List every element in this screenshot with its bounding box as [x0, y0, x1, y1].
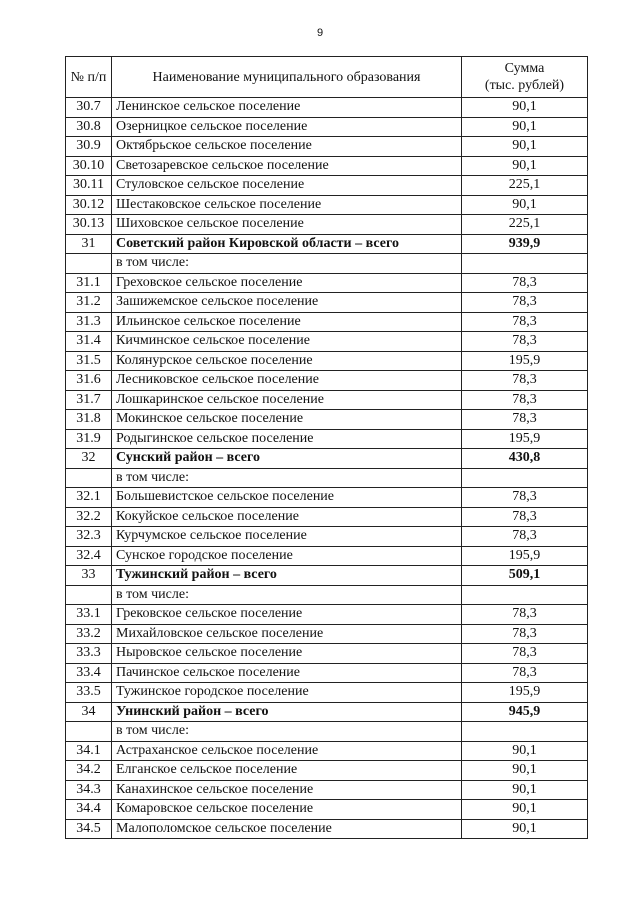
row-sum: 78,3	[462, 410, 588, 430]
row-name: Лесниковское сельское поселение	[112, 371, 462, 391]
row-number: 31.8	[66, 410, 112, 430]
row-sum	[462, 254, 588, 274]
table-row	[66, 527, 588, 547]
header-sum	[462, 57, 588, 98]
allocation-table	[65, 56, 588, 839]
table-row	[66, 137, 588, 157]
row-sum	[462, 468, 588, 488]
table-row	[66, 585, 588, 605]
row-name: Грековское сельское поселение	[112, 605, 462, 625]
row-name: Светозаревское сельское поселение	[112, 156, 462, 176]
table-row	[66, 683, 588, 703]
table-body	[66, 98, 588, 839]
row-sum: 78,3	[462, 507, 588, 527]
table-row	[66, 644, 588, 664]
row-name: Астраханское сельское поселение	[112, 741, 462, 761]
table-row	[66, 371, 588, 391]
table-row	[66, 98, 588, 118]
row-sum: 90,1	[462, 195, 588, 215]
row-sum: 225,1	[462, 215, 588, 235]
header-name: Наименование муниципального образования	[112, 57, 462, 98]
row-number: 30.13	[66, 215, 112, 235]
row-name: Тужинское городское поселение	[112, 683, 462, 703]
row-number: 33	[66, 566, 112, 586]
table-row	[66, 254, 588, 274]
row-sum: 78,3	[462, 390, 588, 410]
row-number: 31.3	[66, 312, 112, 332]
row-name: в том числе:	[112, 722, 462, 742]
row-name: Шестаковское сельское поселение	[112, 195, 462, 215]
row-sum: 90,1	[462, 117, 588, 137]
row-name: Большевистское сельское поселение	[112, 488, 462, 508]
row-number: 34.1	[66, 741, 112, 761]
row-name: Кичминское сельское поселение	[112, 332, 462, 352]
row-number: 31.7	[66, 390, 112, 410]
table-row	[66, 800, 588, 820]
row-number: 33.1	[66, 605, 112, 625]
table-row	[66, 312, 588, 332]
row-number: 34.5	[66, 819, 112, 839]
row-number: 31.2	[66, 293, 112, 313]
table-row	[66, 741, 588, 761]
table-row	[66, 332, 588, 352]
district-total-row	[66, 234, 588, 254]
table-row	[66, 410, 588, 430]
row-name: Канахинское сельское поселение	[112, 780, 462, 800]
row-sum: 78,3	[462, 371, 588, 391]
row-sum: 945,9	[462, 702, 588, 722]
row-number	[66, 722, 112, 742]
row-name: Ныровское сельское поселение	[112, 644, 462, 664]
table-row	[66, 117, 588, 137]
row-sum: 78,3	[462, 312, 588, 332]
row-sum: 90,1	[462, 741, 588, 761]
row-number: 31	[66, 234, 112, 254]
row-number: 33.4	[66, 663, 112, 683]
table-row	[66, 624, 588, 644]
row-sum: 195,9	[462, 683, 588, 703]
row-sum: 78,3	[462, 273, 588, 293]
row-sum: 90,1	[462, 137, 588, 157]
row-sum: 195,9	[462, 546, 588, 566]
row-name: Елганское сельское поселение	[112, 761, 462, 781]
row-name: Греховское сельское поселение	[112, 273, 462, 293]
row-name: Советский район Кировской области – всего	[112, 234, 462, 254]
row-sum: 78,3	[462, 293, 588, 313]
row-number: 30.11	[66, 176, 112, 196]
row-name: в том числе:	[112, 468, 462, 488]
row-name: Малополомское сельское поселение	[112, 819, 462, 839]
row-name: Тужинский район – всего	[112, 566, 462, 586]
row-name: в том числе:	[112, 254, 462, 274]
row-name: Кокуйское сельское поселение	[112, 507, 462, 527]
row-name: Михайловское сельское поселение	[112, 624, 462, 644]
page-number: 9	[316, 27, 324, 39]
row-number: 32.3	[66, 527, 112, 547]
table-row	[66, 605, 588, 625]
table-row	[66, 176, 588, 196]
row-name: Мокинское сельское поселение	[112, 410, 462, 430]
row-sum: 509,1	[462, 566, 588, 586]
row-number: 30.12	[66, 195, 112, 215]
row-name: Ильинское сельское поселение	[112, 312, 462, 332]
row-name: Сунский район – всего	[112, 449, 462, 469]
row-sum: 90,1	[462, 780, 588, 800]
table-row	[66, 429, 588, 449]
table-row	[66, 273, 588, 293]
row-name: Пачинское сельское поселение	[112, 663, 462, 683]
row-number: 31.5	[66, 351, 112, 371]
row-number: 33.2	[66, 624, 112, 644]
row-sum: 90,1	[462, 98, 588, 118]
table-row	[66, 390, 588, 410]
table-header-row	[66, 57, 588, 98]
row-name: Стуловское сельское поселение	[112, 176, 462, 196]
row-name: Комаровское сельское поселение	[112, 800, 462, 820]
row-name: Родыгинское сельское поселение	[112, 429, 462, 449]
row-number: 33.3	[66, 644, 112, 664]
row-name: Колянурское сельское поселение	[112, 351, 462, 371]
row-number: 31.1	[66, 273, 112, 293]
table-row	[66, 293, 588, 313]
table-row	[66, 156, 588, 176]
table-row	[66, 195, 588, 215]
table-row	[66, 215, 588, 235]
row-number: 34.3	[66, 780, 112, 800]
row-number: 32.2	[66, 507, 112, 527]
row-number: 32.1	[66, 488, 112, 508]
row-number: 30.10	[66, 156, 112, 176]
row-number: 34	[66, 702, 112, 722]
row-sum: 78,3	[462, 488, 588, 508]
row-name: Курчумское сельское поселение	[112, 527, 462, 547]
table-row	[66, 722, 588, 742]
row-name: в том числе:	[112, 585, 462, 605]
row-sum	[462, 722, 588, 742]
row-sum: 78,3	[462, 663, 588, 683]
row-number: 34.2	[66, 761, 112, 781]
header-number: № п/п	[66, 57, 112, 98]
table-row	[66, 761, 588, 781]
table-row	[66, 507, 588, 527]
row-number	[66, 585, 112, 605]
district-total-row	[66, 566, 588, 586]
row-name: Зашижемское сельское поселение	[112, 293, 462, 313]
row-sum: 90,1	[462, 819, 588, 839]
row-sum: 90,1	[462, 800, 588, 820]
row-sum: 78,3	[462, 605, 588, 625]
district-total-row	[66, 702, 588, 722]
row-number: 31.4	[66, 332, 112, 352]
row-number: 32.4	[66, 546, 112, 566]
row-name: Лошкаринское сельское поселение	[112, 390, 462, 410]
row-name: Ленинское сельское поселение	[112, 98, 462, 118]
table-row	[66, 819, 588, 839]
row-number: 32	[66, 449, 112, 469]
row-number: 34.4	[66, 800, 112, 820]
row-name: Октябрьское сельское поселение	[112, 137, 462, 157]
row-name: Унинский район – всего	[112, 702, 462, 722]
row-sum: 78,3	[462, 332, 588, 352]
table-row	[66, 468, 588, 488]
district-total-row	[66, 449, 588, 469]
row-sum: 195,9	[462, 351, 588, 371]
row-number	[66, 254, 112, 274]
table-row	[66, 488, 588, 508]
row-sum: 78,3	[462, 644, 588, 664]
table-row	[66, 663, 588, 683]
header-sum-unit: (тыс. рублей)	[484, 78, 565, 93]
table-row	[66, 546, 588, 566]
row-sum: 939,9	[462, 234, 588, 254]
row-number: 33.5	[66, 683, 112, 703]
row-sum	[462, 585, 588, 605]
row-sum: 195,9	[462, 429, 588, 449]
row-number: 31.9	[66, 429, 112, 449]
row-number: 30.8	[66, 117, 112, 137]
table-row	[66, 780, 588, 800]
row-sum: 90,1	[462, 156, 588, 176]
row-sum: 430,8	[462, 449, 588, 469]
row-sum: 78,3	[462, 527, 588, 547]
row-sum: 225,1	[462, 176, 588, 196]
row-number	[66, 468, 112, 488]
row-sum: 90,1	[462, 761, 588, 781]
header-sum-title: Сумма	[504, 61, 545, 76]
table-row	[66, 351, 588, 371]
row-sum: 78,3	[462, 624, 588, 644]
row-name: Сунское городское поселение	[112, 546, 462, 566]
row-number: 31.6	[66, 371, 112, 391]
row-name: Шиховское сельское поселение	[112, 215, 462, 235]
row-number: 30.9	[66, 137, 112, 157]
row-number: 30.7	[66, 98, 112, 118]
row-name: Озерницкое сельское поселение	[112, 117, 462, 137]
